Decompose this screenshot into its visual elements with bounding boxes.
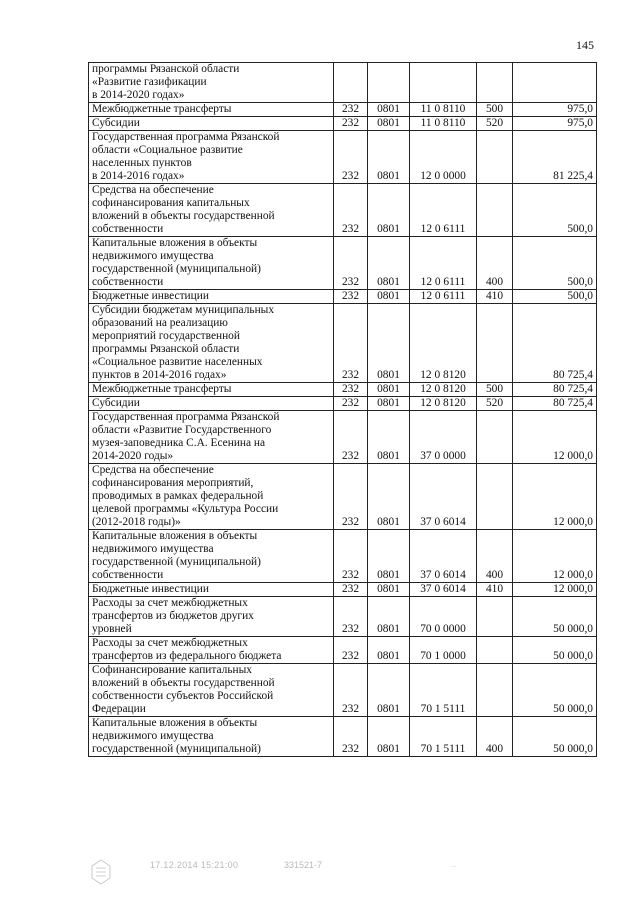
row-amount: 500,0 xyxy=(513,237,597,290)
row-description: Бюджетные инвестиции xyxy=(89,583,334,597)
row-target-code: 70 1 5111 xyxy=(410,717,477,757)
row-expense-type xyxy=(477,304,513,383)
budget-table-body xyxy=(89,63,597,757)
row-section-code: 0801 xyxy=(368,237,410,290)
row-section-code: 0801 xyxy=(368,583,410,597)
row-expense-type: 520 xyxy=(477,397,513,411)
row-target-code: 70 1 0000 xyxy=(410,637,477,664)
row-section-code: 0801 xyxy=(368,304,410,383)
row-description: Средства на обеспечение софинансирования мероприятий, проводимых в рамках федеральной целевой программы «Культура России (2012-2018 годы)» xyxy=(89,464,334,530)
row-amount: 81 225,4 xyxy=(513,131,597,184)
row-description: Государственная программа Рязанской области «Социальное развитие населенных пунктов в 2014-2016 годах» xyxy=(89,131,334,184)
row-section-code: 0801 xyxy=(368,637,410,664)
row-section-code: 0801 xyxy=(368,664,410,717)
row-section-code xyxy=(368,63,410,103)
row-expense-type xyxy=(477,664,513,717)
row-target-code: 37 0 6014 xyxy=(410,583,477,597)
row-amount: 80 725,4 xyxy=(513,304,597,383)
row-admin-code: 232 xyxy=(334,237,368,290)
table-row xyxy=(89,717,597,757)
row-target-code: 70 0 0000 xyxy=(410,597,477,637)
row-amount: 12 000,0 xyxy=(513,411,597,464)
row-expense-type xyxy=(477,597,513,637)
row-amount: 500,0 xyxy=(513,290,597,304)
row-amount: 975,0 xyxy=(513,117,597,131)
row-section-code: 0801 xyxy=(368,290,410,304)
row-amount: 975,0 xyxy=(513,103,597,117)
row-expense-type: 500 xyxy=(477,383,513,397)
row-expense-type xyxy=(477,411,513,464)
row-section-code: 0801 xyxy=(368,131,410,184)
row-admin-code: 232 xyxy=(334,530,368,583)
row-admin-code: 232 xyxy=(334,184,368,237)
table-row xyxy=(89,63,597,103)
table-row xyxy=(89,397,597,411)
table-row xyxy=(89,411,597,464)
row-target-code: 11 0 8110 xyxy=(410,103,477,117)
row-amount: 50 000,0 xyxy=(513,637,597,664)
row-expense-type: 400 xyxy=(477,717,513,757)
stamp-faint-text: ... xyxy=(450,860,457,869)
row-target-code: 12 0 6111 xyxy=(410,290,477,304)
row-target-code: 12 0 0000 xyxy=(410,131,477,184)
row-section-code: 0801 xyxy=(368,597,410,637)
row-expense-type: 410 xyxy=(477,290,513,304)
table-row xyxy=(89,184,597,237)
row-target-code: 12 0 6111 xyxy=(410,184,477,237)
footer-stamp xyxy=(88,858,568,888)
row-description: Расходы за счет межбюджетных трансфертов из федерального бюджета xyxy=(89,637,334,664)
row-expense-type xyxy=(477,184,513,237)
table-row xyxy=(89,117,597,131)
budget-table xyxy=(88,62,597,757)
row-description: Софинансирование капитальных вложений в объекты государственной собственности субъектов Российской Федерации xyxy=(89,664,334,717)
row-section-code: 0801 xyxy=(368,464,410,530)
table-row xyxy=(89,583,597,597)
row-description: Бюджетные инвестиции xyxy=(89,290,334,304)
row-target-code: 12 0 8120 xyxy=(410,397,477,411)
row-section-code: 0801 xyxy=(368,411,410,464)
row-section-code: 0801 xyxy=(368,383,410,397)
row-admin-code: 232 xyxy=(334,637,368,664)
table-row xyxy=(89,597,597,637)
row-amount xyxy=(513,63,597,103)
table-row xyxy=(89,637,597,664)
row-admin-code: 232 xyxy=(334,383,368,397)
row-admin-code: 232 xyxy=(334,583,368,597)
row-section-code: 0801 xyxy=(368,184,410,237)
row-section-code: 0801 xyxy=(368,103,410,117)
row-expense-type xyxy=(477,464,513,530)
table-row xyxy=(89,383,597,397)
row-target-code: 37 0 6014 xyxy=(410,464,477,530)
row-amount: 12 000,0 xyxy=(513,583,597,597)
row-description: Субсидии бюджетам муниципальных образований на реализацию мероприятий государственной программы Рязанской области «Социальное развитие населенных пунктов в 2014-2016 годах» xyxy=(89,304,334,383)
row-admin-code: 232 xyxy=(334,397,368,411)
table-row xyxy=(89,131,597,184)
row-admin-code: 232 xyxy=(334,103,368,117)
row-admin-code: 232 xyxy=(334,117,368,131)
table-row xyxy=(89,664,597,717)
seal-icon xyxy=(88,858,114,886)
row-admin-code: 232 xyxy=(334,717,368,757)
row-target-code: 12 0 8120 xyxy=(410,383,477,397)
row-expense-type: 500 xyxy=(477,103,513,117)
row-target-code: 12 0 8120 xyxy=(410,304,477,383)
row-admin-code: 232 xyxy=(334,290,368,304)
table-row xyxy=(89,237,597,290)
row-amount: 50 000,0 xyxy=(513,664,597,717)
row-admin-code: 232 xyxy=(334,597,368,637)
row-expense-type xyxy=(477,131,513,184)
row-admin-code: 232 xyxy=(334,131,368,184)
row-description: Субсидии xyxy=(89,117,334,131)
row-section-code: 0801 xyxy=(368,117,410,131)
row-description: Государственная программа Рязанской области «Развитие Государственного музея-заповедника С.А. Есенина на 2014-2020 годы» xyxy=(89,411,334,464)
row-section-code: 0801 xyxy=(368,717,410,757)
row-description: Капитальные вложения в объекты недвижимого имущества государственной (муниципальной) собственности xyxy=(89,530,334,583)
row-target-code: 37 0 6014 xyxy=(410,530,477,583)
stamp-date: 17.12.2014 15:21:00 xyxy=(150,860,239,870)
row-admin-code: 232 xyxy=(334,304,368,383)
row-section-code: 0801 xyxy=(368,397,410,411)
row-description: Средства на обеспечение софинансирования капитальных вложений в объекты государственной собственности xyxy=(89,184,334,237)
table-row xyxy=(89,464,597,530)
row-amount: 12 000,0 xyxy=(513,464,597,530)
row-expense-type: 400 xyxy=(477,237,513,290)
row-amount: 500,0 xyxy=(513,184,597,237)
row-target-code: 11 0 8110 xyxy=(410,117,477,131)
row-admin-code: 232 xyxy=(334,411,368,464)
row-admin-code: 232 xyxy=(334,664,368,717)
row-expense-type xyxy=(477,63,513,103)
row-amount: 80 725,4 xyxy=(513,397,597,411)
row-expense-type: 520 xyxy=(477,117,513,131)
table-row xyxy=(89,304,597,383)
row-target-code: 70 1 5111 xyxy=(410,664,477,717)
row-amount: 80 725,4 xyxy=(513,383,597,397)
row-admin-code xyxy=(334,63,368,103)
table-row xyxy=(89,290,597,304)
row-amount: 12 000,0 xyxy=(513,530,597,583)
row-description: Субсидии xyxy=(89,397,334,411)
row-description: Капитальные вложения в объекты недвижимого имущества государственной (муниципальной) собственности xyxy=(89,237,334,290)
row-amount: 50 000,0 xyxy=(513,597,597,637)
table-row xyxy=(89,530,597,583)
row-description: Межбюджетные трансферты xyxy=(89,383,334,397)
row-amount: 50 000,0 xyxy=(513,717,597,757)
stamp-id: 331521-7 xyxy=(284,860,323,870)
row-section-code: 0801 xyxy=(368,530,410,583)
row-description: Расходы за счет межбюджетных трансфертов из бюджетов других уровней xyxy=(89,597,334,637)
row-target-code: 37 0 0000 xyxy=(410,411,477,464)
row-expense-type: 410 xyxy=(477,583,513,597)
row-description: программы Рязанской области «Развитие газификации в 2014-2020 годах» xyxy=(89,63,334,103)
row-description: Межбюджетные трансферты xyxy=(89,103,334,117)
row-admin-code: 232 xyxy=(334,464,368,530)
row-description: Капитальные вложения в объекты недвижимого имущества государственной (муниципальной) xyxy=(89,717,334,757)
row-expense-type xyxy=(477,637,513,664)
table-row xyxy=(89,103,597,117)
page-number: 145 xyxy=(576,38,594,52)
row-target-code: 12 0 6111 xyxy=(410,237,477,290)
row-expense-type: 400 xyxy=(477,530,513,583)
row-target-code xyxy=(410,63,477,103)
